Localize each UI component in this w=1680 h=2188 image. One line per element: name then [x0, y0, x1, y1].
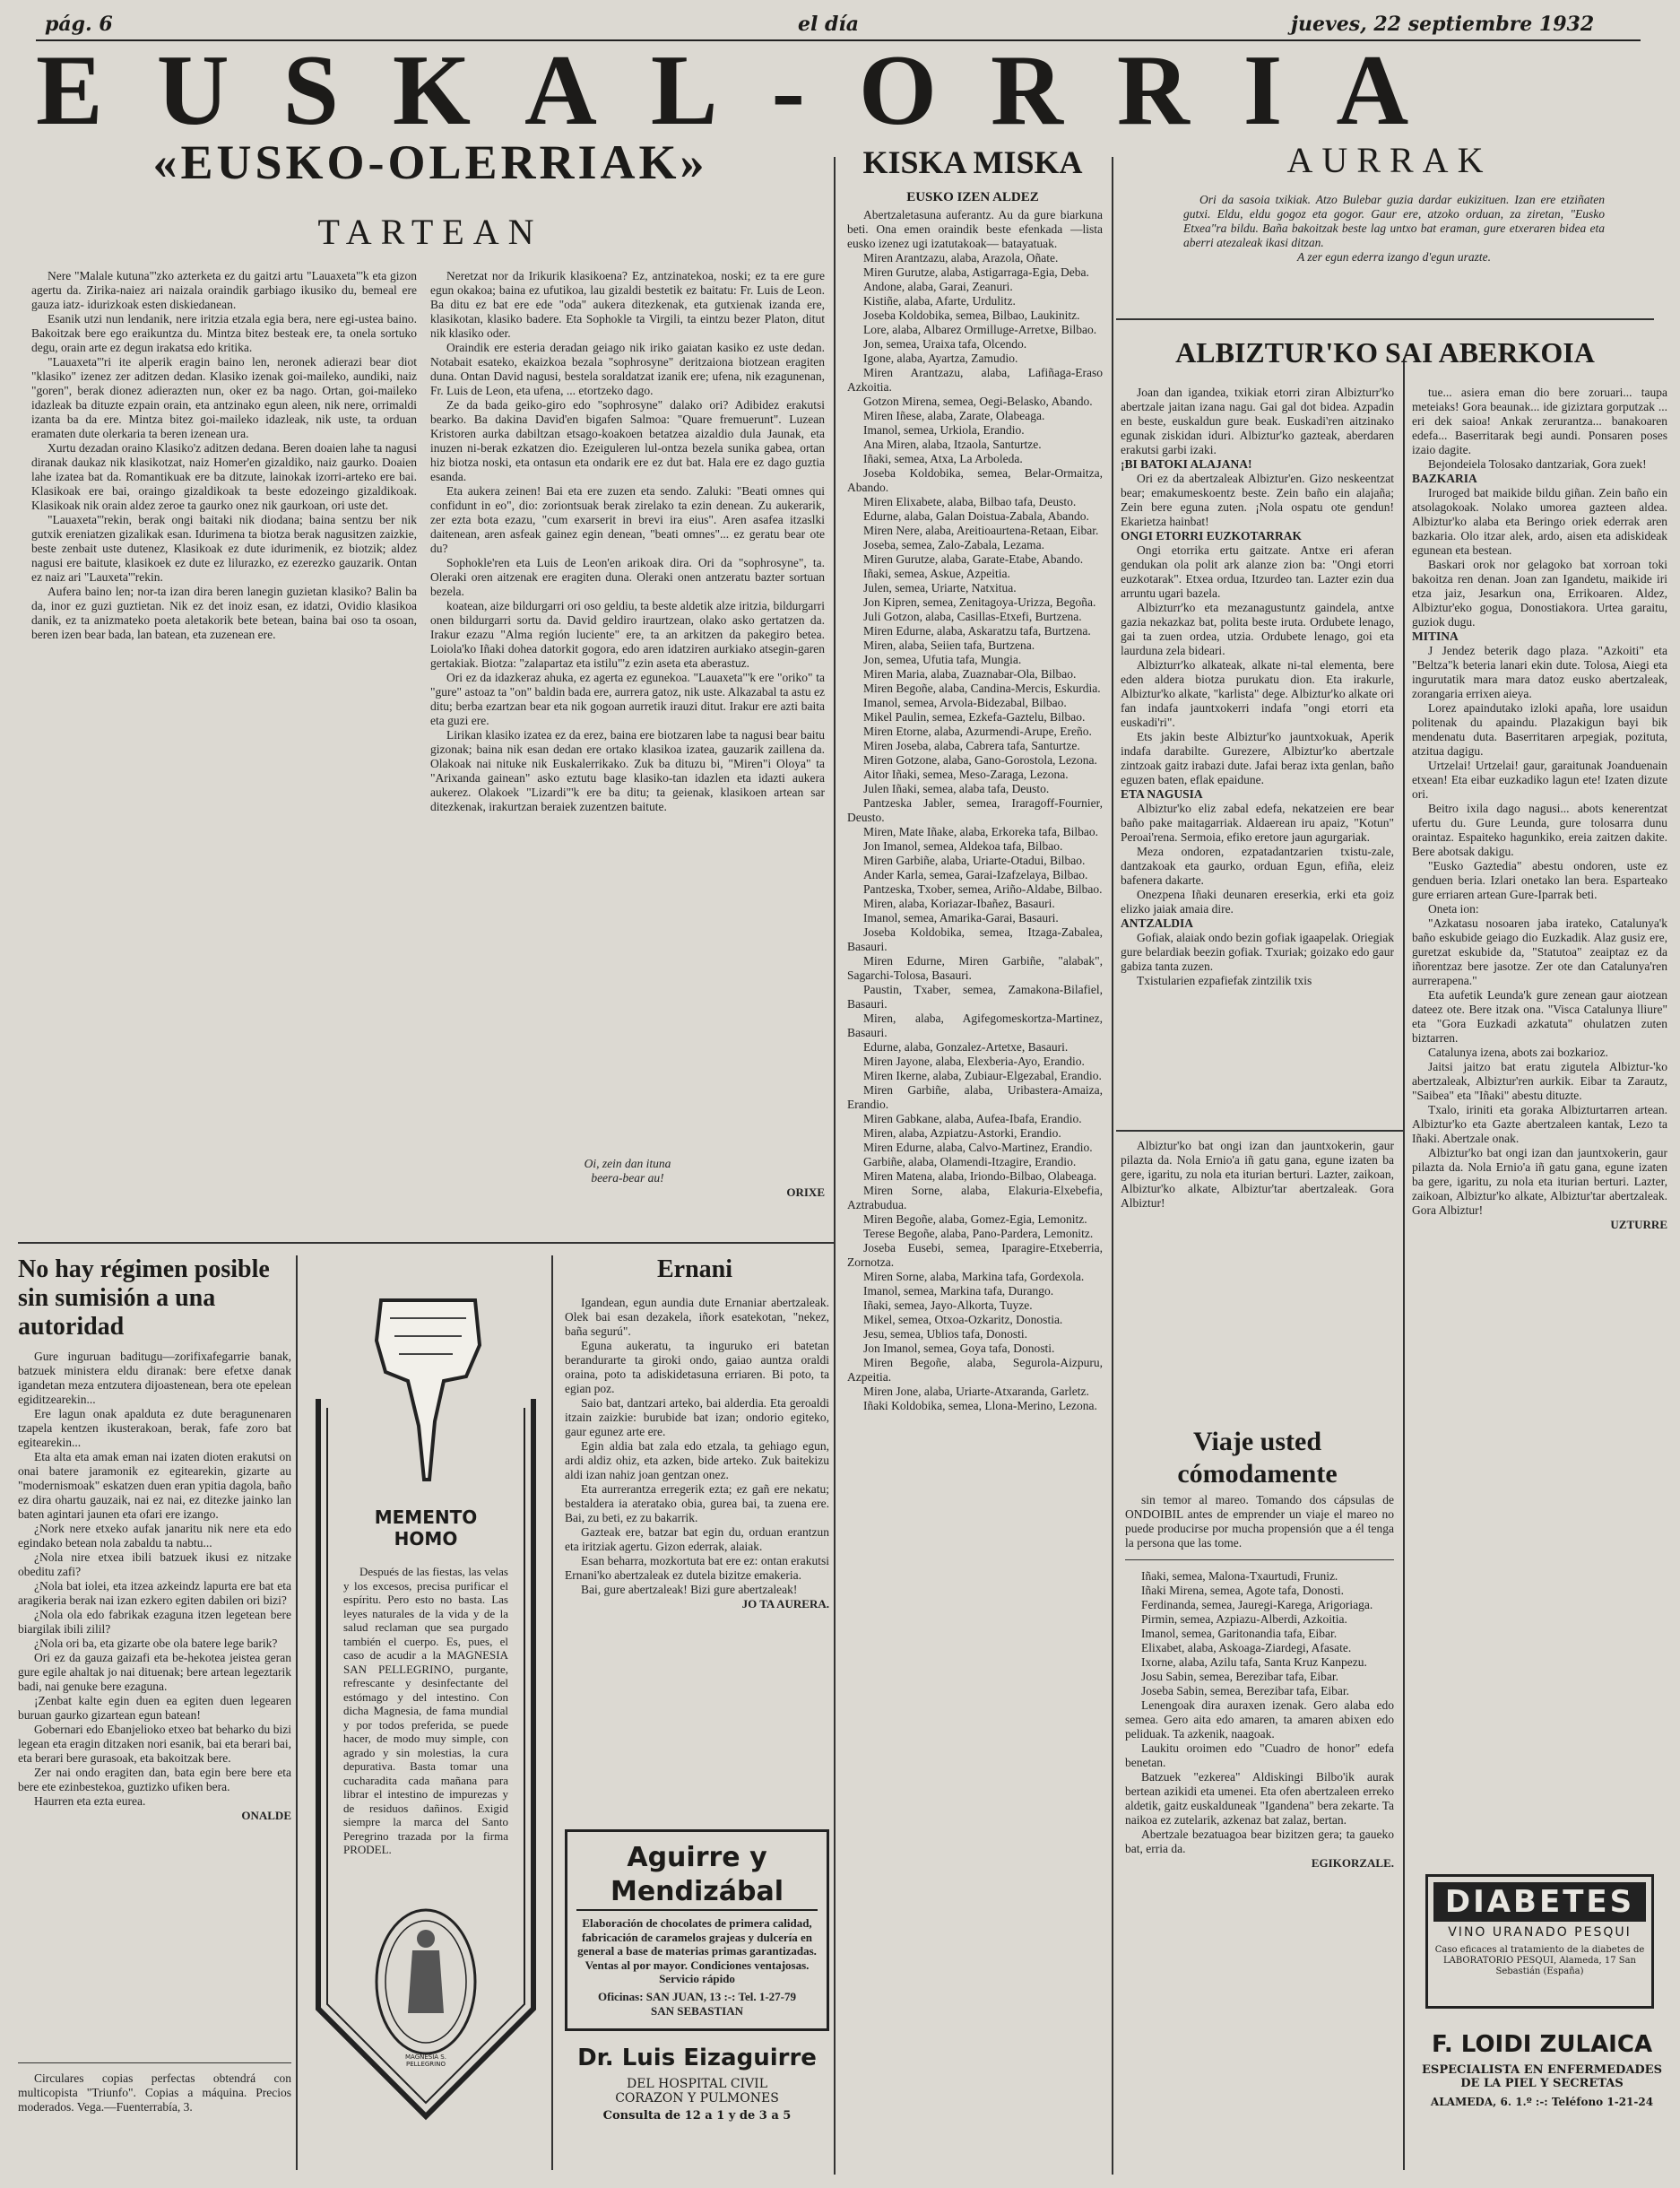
list-item: Miren Elixabete, alaba, Bilbao tafa, Deusto. — [863, 495, 1077, 508]
section-intro — [1183, 193, 1605, 309]
article-body-col1b — [430, 269, 825, 1237]
paragraph: "Azkatasu nosoaren jaba irateko, Catalunya'k baño eskubide geiago dio Euzkadik. Alaz gusiz ere, guretzat eskubide da, "Statutoa" zeaiptaz ez da iñorentzaz bere jasotze. Zer ote dan Catalunya'ren aurrerapena." — [1412, 916, 1667, 987]
ad-line: DEL HOSPITAL CIVIL — [626, 2077, 768, 2091]
ad-title: Viaje usted cómodamente — [1177, 1427, 1338, 1489]
paragraph: Aufera baino len; nor-ta izan dira beren lanegin guzietan klasiko? Balin ba da, inor ez guzi guztietan. Nik ez det inoiz esan, ez idatzi, Ovidio klasikoa danik, ez ta anizmateko poeta aletakorik bete betean, baina bai oso ta osoan, beren izen bear bada, lan batean, eta zuzenean ere. — [31, 585, 417, 641]
paragraph: Lenengoak dira auraxen izenak. Gero alaba edo semea. Gero aita edo amaren, ta amaren abixen edo peliduak. Ta azkenik, naagoak. — [1125, 1698, 1394, 1741]
paragraph: Urtzelai! Urtzelai! gaur, garaitunak Joanduenain etxean! Eta eibar euzkadiko lagun ete! Izaten dizute ori. — [1412, 759, 1667, 801]
list-item: Edurne, alaba, Gonzalez-Artetxe, Basauri. — [863, 1040, 1069, 1054]
ad-line: Consulta de 12 a 1 y de 3 a 5 — [602, 2109, 792, 2123]
paragraph: Onezpena Iñaki deunaren ereserkia, erki eta goiz elizko jaiak amaia dire. — [1121, 888, 1394, 916]
paragraph: Saio bat, dantzari arteko, bai alderdia. Eta geroaldi itzain zaizkie: burubide bat izan; ondorio egiteko, gaur egunez arte ere. — [565, 1396, 829, 1438]
list-item: Miren Joseba, alaba, Cabrera tafa, Santurtze. — [863, 739, 1080, 752]
paragraph: Lorez apaindutako izloki apaña, lore usaidun politenak du apaindu. Plazakigun bayi bik mendenatu duta. Baserritaren arpegiak, pozituta, atzitua dagigu. — [1412, 701, 1667, 758]
ad-city: SAN SEBASTIAN — [651, 2003, 743, 2018]
list-item: Miren, alaba, Agifegomeskortza-Martinez, Basauri. — [847, 1012, 1103, 1039]
subheading: ETA NAGUSIA — [1121, 787, 1203, 801]
signature: ONALDE — [241, 1809, 291, 1822]
list-item: Imanol, semea, Arvola-Bidezabal, Bilbao. — [863, 696, 1067, 709]
ad-title: F. LOIDI ZULAICA — [1431, 2031, 1653, 2058]
list-item: Julen Iñaki, semea, alaba tafa, Deusto. — [863, 782, 1050, 795]
list-item: Miren Maria, alaba, Zuaznabar-Ola, Bilbao. — [863, 667, 1077, 681]
list-item: Miren Jayone, alaba, Elexberia-Ayo, Erandio. — [863, 1055, 1085, 1068]
list-item: Miren, alaba, Koriazar-Ibañez, Basauri. — [863, 897, 1055, 910]
paragraph: Eta aurrerantza erregerik ezta; ez gañ ere nekatu; bestaldera ia ateratako obia, gurea bai, ta zuena ere. Bai, zu beti, ez zu bakarrik. — [565, 1482, 829, 1524]
list-item: Miren, alaba, Seiien tafa, Burtzena. — [863, 638, 1035, 652]
article-body-cont — [1121, 1139, 1394, 1210]
paragraph: "Eusko Gaztedia" abestu ondoren, uste ez genduen beria. Izlari onetako lan bera. Esparteako gure erriaren artean Gure-Iparrak beti. — [1412, 859, 1667, 901]
paragraph: Esan beharra, mozkortuta bat ere ez: ontan erakutsi Ernani'ko abertzaleak ez dutela bizitze emakeria. — [565, 1554, 829, 1582]
list-item: Miren Arantzazu, alaba, Lafiñaga-Eraso Azkoitia. — [847, 366, 1103, 394]
list-item: Iñaki, semea, Jayo-Alkorta, Tuyze. — [863, 1298, 1033, 1312]
column-rule — [1112, 157, 1113, 2175]
paragraph: Abertzale bezatuagoa bear bizitzen gera; ta gaueko bat, erria da. — [1125, 1828, 1394, 1855]
list-item: Iñaki, semea, Atxa, La Arboleda. — [863, 452, 1023, 465]
list-item: Edurne, alaba, Galan Doistua-Zabala, Abando. — [863, 509, 1089, 523]
seal-text: MAGNESIA S. PELLEGRINO — [405, 2053, 446, 2068]
list-item: Julen, semea, Uriarte, Natxitua. — [863, 581, 1017, 595]
list-item: Ferdinanda, semea, Jauregi-Karega, Arigoriaga. — [1141, 1598, 1373, 1611]
list-item: Miren Gabkane, alaba, Aufea-Ibafa, Erandio. — [863, 1112, 1082, 1125]
paragraph: Xurtu dezadan oraino Klasiko'z aditzen dedana. Beren doaien lahe ta nagusi diranak daukaz nik klasikotzat, naiz Homer'en gizaldiko, naiz gaurko. Doaien lahe izatea bat da. Romantikuak ere ba ditzute, lainokak izorri-arteko ere bai. Klasikoak ere bai, oraingo gizaldikoak ta beste edozeingo gizaldikoak. Klasikoak nik orain aldez zeroe ta gaurko onez nik gaurkoan, ori uste det. — [31, 441, 417, 512]
article-body-col4a — [1121, 386, 1394, 1121]
list-item: Miren Begoñe, alaba, Gomez-Egia, Lemonitz. — [863, 1212, 1087, 1226]
paragraph: Haurren eta ezta eurea. — [34, 1794, 146, 1808]
advertisement-memento — [309, 1291, 542, 2134]
ad-title: MEMENTO HOMO — [374, 1506, 478, 1550]
article-title: Ernani — [656, 1255, 733, 1283]
subheading: BAZKARIA — [1412, 472, 1477, 485]
paragraph: Eta alta eta amak eman nai izaten dioten erakutsi on onai batere jaramonik ez egitearekin, gizarte au "modernismoak" eskatzen duen eran ypitia dagola, baño ez dira ohartu gauzaik, nai ez nai, ez ditezke jainko lan baten agintari jaunen eta ofari ere izango. — [18, 1450, 291, 1521]
list-item: Miren Edurne, alaba, Askaratzu tafa, Burtzena. — [863, 624, 1091, 638]
list-item: Joseba Sabin, semea, Berezibar tafa, Eibar. — [1141, 1684, 1350, 1697]
signature: EGIKORZALE. — [1311, 1856, 1394, 1870]
subheading: ANTZALDIA — [1121, 916, 1194, 930]
list-item: Garbiñe, alaba, Olamendi-Itzagire, Erandio. — [863, 1155, 1077, 1168]
list-item: Miren Etorne, alaba, Azurmendi-Arupe, Ereño. — [863, 725, 1092, 738]
list-item: Imanol, semea, Markina tafa, Durango. — [863, 1284, 1054, 1298]
column-rule — [834, 157, 836, 2175]
paragraph: Txistularien ezpafiefak zintzilik txis — [1137, 974, 1312, 987]
divider — [18, 1242, 834, 1244]
article-title: No hay régimen posible sin sumisión a una autoridad — [18, 1255, 270, 1341]
paragraph: Albiztur'ko bat ongi izan dan jauntxokerin, gaur pilazta da. Nola Ernio'a iñ gatu gana, egune izaten ba gere, igaritu, zu nola eta iturian berturi. Lazter, zaikoan, Albiztur'ko alkate, Albiztur'tar abertzaleak. Gora Albiztur! — [1412, 1146, 1667, 1217]
list-item: Iñaki, semea, Askue, Azpeitia. — [863, 567, 1010, 580]
paragraph: Neretzat nor da Irikurik klasikoena? Ez, antzinatekoa, noski; ez ta ere gure egun okakoa; baina ez ufutikoa, lau gizaldi bestetik ez baitatu: Fr. Luis de Leon. Ba ditu ez bat ere ede "oda" aukera ditezkenak, eta gutxienak izanda ere, klasikotan, klasiko badere. Eta Sophokle ta Virgili, ta eintzu bezer Platon, ditut nik klasiko oder. — [430, 269, 825, 340]
paragraph: Ori da sasoia txikiak. Atzo Bulebar guzia dardar eukizituen. Izan ere etziñaten gutxi. Eldu, eldu gogoz eta gogor. Gaur ere, atzoko orduan, za ziretan, "Eusko Etxea"ra bildu. Baña bakoitzak beste lag untxo bat eraman, gure etxeraren bidea eta aberri atezaleak ikasi ditzan. — [1183, 193, 1605, 249]
list-item: Jesu, semea, Ublios tafa, Donosti. — [863, 1327, 1027, 1341]
list-item: Iñaki, semea, Malona-Txaurtudi, Fruniz. — [1141, 1569, 1338, 1583]
list-item: Joseba Koldobika, semea, Itzaga-Zabalea, Basauri. — [847, 925, 1103, 953]
paragraph: Eguna aukeratu, ta inguruko eri batetan berandurarte ta giroki ondo, gaiao auntza oraldi oraina, poto ta adiskidetasuna erriaren. Bi poto, ta egian poz. — [565, 1339, 829, 1395]
list-item: Miren Gurutze, alaba, Garate-Etabe, Abando. — [863, 552, 1084, 566]
list-item: Jon Imanol, semea, Goya tafa, Donosti. — [863, 1341, 1055, 1355]
paragraph: Ets jakin beste Albiztur'ko jauntxokuak, Aperik indafa darabilte. Gurezere, Albiztur'ko abertzale zintzoak gaitz irabazi dute. Jafai beraz ixta genlan, baño eguzen baten, eflak epaidune. — [1121, 730, 1394, 786]
issue-date: jueves, 22 septiembre 1932 — [1291, 13, 1595, 36]
travel-ad-and-list — [1125, 1493, 1394, 2139]
advertisement-diabetes — [1425, 1874, 1654, 2009]
ad-text: Elaboración de chocolates de primera calidad, fabricación de caramelos grajeas y dulcería en general a base de materias primas garantizadas. Ventas al por mayor. Condiciones ventajosas. Servicio rápido — [577, 1916, 817, 1985]
article-title: ALBIZTUR'KO SAI ABERKOIA — [1175, 336, 1595, 369]
list-item: Miren, Mate Iñake, alaba, Erkoreka tafa, Bilbao. — [863, 825, 1099, 838]
poem-block — [430, 1157, 825, 1237]
list-intro: Abertzaletasuna auferantz. Au da gure biarkuna beti. Ona emen oraindik beste efenkada —lista eusko izenez ugi izatutakoak— batayatuak. — [847, 208, 1103, 250]
list-item: Mikel, semea, Otxoa-Ozkaritz, Donostia. — [863, 1313, 1063, 1326]
list-item: Igone, alaba, Ayartza, Zamudio. — [863, 352, 1018, 365]
list-item: Miren Garbiñe, alaba, Uriarte-Otadui, Bilbao. — [863, 854, 1086, 867]
paragraph: Gazteak ere, batzar bat egin du, orduan erantzun eta iritziak agertu. Gizon ederrak, alaiak. — [565, 1525, 829, 1553]
pointing-hand-icon — [377, 1300, 480, 1480]
subheading: ONGI ETORRI EUZKOTARRAK — [1121, 529, 1303, 543]
article-body — [18, 1350, 291, 2049]
list-item: Gotzon Mirena, semea, Oegi-Belasko, Abando. — [863, 395, 1093, 408]
advertisement-specialist — [1416, 2031, 1667, 2157]
paragraph: Gure inguruan baditugu—zorifixafegarrie banak, batzuek ministera eldu diranak: bere efetxe danak igandetan meza entzutera dijoastenean, bera ote epelean egiditzearekin... — [18, 1350, 291, 1406]
paragraph: Sophokle'ren eta Luis de Leon'en arikoak dira. Ori da "sophrosyne", ta. Oleraki oren aitzenak ere eragiten duna. Oleraki onen antzeratu bazter sortuan bezela. — [430, 556, 825, 598]
list-item: Miren Matena, alaba, Iriondo-Bilbao, Olabeaga. — [863, 1169, 1097, 1183]
list-item: Miren Gotzone, alaba, Gano-Gorostola, Lezona. — [863, 753, 1097, 767]
paragraph: Igandean, egun aundia dute Ernaniar abertzaleak. Olek bai esan dezakela, iñork esatekotan, "nekez, baña segurú". — [565, 1296, 829, 1338]
divider — [18, 2062, 291, 2063]
ad-title: Dr. Luis Eizaguirre — [577, 2045, 817, 2071]
divider — [1125, 1559, 1394, 1560]
paragraph: Baskari orok nor gelagoko bat xorroan toki bakoitza ren denan. Joan zan Igandetu, maikide iri etza jaiz, Jesarkun ona, Errikoaren. Aldez, Albiztur'eko gogua, Donostiakora. Urtea garaitu, guziok dugu. — [1412, 558, 1667, 629]
divider — [1116, 1130, 1403, 1132]
ad-address: Oficinas: SAN JUAN, 13 :-: Tel. 1-27-79 — [598, 1989, 796, 2003]
list-item: Miren Sorne, alaba, Markina tafa, Gordexola. — [863, 1270, 1085, 1283]
newspaper-name: el día — [798, 13, 860, 36]
paragraph: Después de las fiestas, las velas y los excesos, precisa purificar el espíritu. Pero esto no basta. Las leyes naturales de la vida y de la salud reclaman que sea purgado también el cuerpo. Es, pues, el caso de acudir a la MAGNESIA SAN PELLEGRINO, purgante, refrescante y desinfectante del estómago y del intestino. Con dicha Magnesia, de fama mundial y por todos preferida, se puede hacer, de modo muy simple, con agrado y sin molestias, la cura depurativa. Basta tomar una cucharadita cada mañana para librar el intestino de impurezas y de residuos dañinos. Exigid siempre la marca del Santo Peregrino trazada por la firma PRODEL. — [343, 1565, 508, 1856]
list-item: Josu Sabin, semea, Berezibar tafa, Eibar. — [1141, 1670, 1339, 1683]
paragraph: Ze da bada geiko-giro edo "sophrosyne" dalako ori? Adibidez erakutsi bearko. Ba dakina David'en bigafen Salmoa: "Quare fremuerunt". Luzean Kristoren aurka dabiltzan etsago-koakoen betatzea aizaldio dula Jaunak, eta inuzen ni-berak ezkatzen dio. Ezeiguleren lul-ontza bezela sunika gabea, ortan hiz biotza noski, eta ontasun eta ondarik ere ez dut bat. Hala ere ez dago guztia esanda. — [430, 398, 825, 483]
paragraph: Batzuek "ezkerea" Aldiskingi Bilbo'ik aurak bertean azikidi eta umenei. Eta ofen abertzaleen erreko aldetik, gaitz euskalduneak "Igandena" bera zekarte. Ta naikoa ez zutelarik, azkenaz bat zalaz, bertan. — [1125, 1770, 1394, 1827]
paragraph: "Lauaxeta"'rekin, berak ongi baitaki nik diodana; baina sentzu ber nik gutxik ereniatzen gizalikak esan. Idurimena ta biotza berak nagusitzen zaizkie, beste zenbait uste dutenez, Klasikoak ez dute idurimenik, ez biotzik; aldez nagusi ere baitute, klasikoek ez dute ez lilurazko, ez ezerezko gauzarik. Ontan ez naiz ari "Lauxeta"'rekin. — [31, 513, 417, 584]
paragraph: Iruroged bat maikide bildu giñan. Zein baño ein atsolagokoak. Nolako umorea gazteen aldea. Albiztur'ko alaba eta Beringo oriek ederrak aren bazkaria. Olo itzar alek, ardo, aisen eta adiskideak egunean eta bestean. — [1412, 486, 1667, 557]
paragraph: A zer egun ederra izango d'egun urazte. — [1297, 250, 1491, 264]
paragraph: ¡Zenbat kalte egin duen ea egiten duen legearen buruan gaurko gizartean egun batean! — [18, 1694, 291, 1722]
divider — [1116, 318, 1654, 320]
ad-title: Aguirre y Mendizábal — [576, 1841, 818, 1911]
list-item: Jon, semea, Ufutia tafa, Mungia. — [863, 653, 1022, 666]
list-item: Jon Kipren, semea, Zenitagoya-Urizza, Begoña. — [863, 595, 1096, 609]
paragraph: Zer nai ondo eragiten dan, bata egin bere bere eta bere ete ezinbestekoa, guztizko ufiken bera. — [18, 1766, 291, 1793]
list-item: Miren Ikerne, alaba, Zubiaur-Elgezabal, Erandio. — [863, 1069, 1102, 1082]
list-item: Joseba, semea, Zalo-Zabala, Lezama. — [863, 538, 1045, 551]
subheading: MITINA — [1412, 629, 1459, 643]
article-subtitle: TARTEAN — [317, 212, 543, 252]
list-item: Andone, alaba, Garai, Zeanuri. — [863, 280, 1013, 293]
list-item: Imanol, semea, Garitonandia tafa, Eibar. — [1141, 1627, 1338, 1640]
list-item: Imanol, semea, Amarika-Garai, Basauri. — [863, 911, 1059, 925]
paragraph: Albizturr'ko alkateak, alkate ni-tal elementa, bere eden aldera biotza purukatu dion. Eta irakurle, Albiztur'ko alkate, "karlista" dege. Albiztur'ko alkate ori fan indafa jauntxokerri indafa "ongi etorri eta euskadi'ri". — [1121, 658, 1394, 729]
paragraph: Ere lagun onak apalduta ez dute beragunenaren tzapela kentzen ikusterakoan, berak, fafe zoro bat egitearekin... — [18, 1407, 291, 1449]
ad-line: ALAMEDA, 6. 1.º :-: Teléfono 1-21-24 — [1430, 2096, 1654, 2108]
paragraph: Albiztur'ko bat ongi izan dan jauntxokerin, gaur pilazta da. Nola Ernio'a iñ gatu gana, egune izaten ba gere, igaritu, zu nola eta iturian berturi. Lazter, zaikoan, Albiztur'ko alkate, Albiztur'tar abertzaleak. Gora Albiztur! — [1121, 1139, 1394, 1210]
paragraph: Ori ez da abertzaleak Albiztur'en. Gizo neskeentzat bear; emakumeskoentz beste. Zein baño ein alajaña; Zein bere eguna zuten. ¡Nola ospatu ote gendun! Ekarietza hainbat! — [1121, 472, 1394, 528]
paragraph: Bai, gure abertzaleak! Bizi gure abertzaleak! — [581, 1583, 798, 1596]
list-item: Mikel Paulin, semea, Ezkefa-Gaztelu, Bilbao. — [863, 710, 1086, 724]
ad-text: Caso eficaces al tratamiento de la diabetes de LABORATORIO PESQUI, Alameda, 17 San Sebastián (España) — [1434, 1945, 1645, 1976]
subheading: ¡BI BATOKI ALAJANA! — [1121, 457, 1252, 471]
paragraph: Esanik utzi nun lendanik, nere iritzia etzala egia bera, nere egi-ustea baino. Bakoitzak bere ego eraikuntza du. Mintza bitez besteak ere, ta onela sortuko degu, orain arte ez degun irakatsa edo kritika. — [31, 312, 417, 354]
paragraph: Gofiak, alaiak ondo bezin gofiak igaapelak. Oriegiak gure belardiak beezin gofiak. Txuriak; goizako edo gaur gabiza tanta zuzen. — [1121, 931, 1394, 973]
paragraph: ¿Nork nere etxeko aufak janaritu nik nere eta edo egindako betean nola zabaldu ta nabtu... — [18, 1522, 291, 1550]
ad-line: DE LA PIEL Y SECRETAS — [1460, 2077, 1624, 2090]
list-item: Miren Edurne, Miren Garbiñe, "alabak", Sagarchi-Tolosa, Basauri. — [847, 954, 1103, 982]
advertisement-doctor — [565, 2045, 829, 2161]
signature: JO TA AURERA. — [741, 1597, 829, 1611]
ad-text — [343, 1565, 508, 1897]
paragraph: ¿Nola nire etxea ibili batzuek ikusi ez nitzake obeditu zafi? — [18, 1550, 291, 1578]
advertisement-chocolates — [565, 1829, 829, 2031]
list-item: Miren Arantzazu, alaba, Arazola, Oñate. — [863, 251, 1059, 265]
magnesia-seal-icon — [377, 1910, 475, 2053]
masthead-title: EUSKAL-ORRIA — [36, 35, 1463, 146]
paragraph: Bejondeiela Tolosako dantzariak, Gora zuek! — [1428, 457, 1647, 471]
paragraph: sin temor al mareo. Tomando dos cápsulas de ONDOIBIL antes de emprender un viaje el mareo no puede producirse por mucha propensión que a él tenga la persona que las tome. — [1125, 1493, 1394, 1550]
list-item: Terese Begoñe, alaba, Pano-Pardera, Lemonitz. — [863, 1227, 1094, 1240]
list-item: Kistiñe, alaba, Afarte, Urdulitz. — [863, 294, 1016, 308]
poem-line: beera-bear au! — [591, 1171, 664, 1185]
paragraph: Nere "Malale kutuna"'zko azterketa ez du gaitzi artu "Lauaxeta"'k eta gizon agertu da. Zirika-naiez ari naizala oraindik garbiago ikusiko du, bemeal ere gauza iatz- idurizkoak esten diskiedanean. — [31, 269, 417, 311]
list-item: Elixabet, alaba, Askoaga-Ziardegi, Afasate. — [1141, 1641, 1352, 1654]
list-item: Miren Garbiñe, alaba, Uribastera-Amaiza, Erandio. — [847, 1083, 1103, 1111]
paragraph: Circulares copias perfectas obtendrá con multicopista "Triunfo". Copias a máquina. Precios moderados. Vega.—Fuenterrabía, 3. — [18, 2071, 291, 2114]
paragraph: Lirikan klasiko izatea ez da erez, baina ere biotzaren labe ta nagusi bear baitu gizonak; baina nik esan dedan ere ortako klasikoa izatea, gauzarik zaillena da. Olakoak nai nituke nik Euskalerrikako. Zuk ba dituzu bi, "Miren"i Oloya" ta "Arixanda gainean" asko eztutu bage klasiko-tan idazlen eta idazti aukera aukerez. Olakoek "Lizardi"'k ere ba ditu; ta geienak, klasikoen artean sar ditezkenak, irakurtzan beraiek zuzentzen baitute. — [430, 728, 825, 813]
article-title: «EUSKO-OLERRIAK» — [152, 135, 708, 189]
paragraph: "Lauaxeta"'ri ite alperik eragin baino len, neronek adierazi bear diot "klasiko" izenez zer aditzen dedan. Klasiko izenak goi-maileko, aundiki, naiz "goren", berak dionez adierazten nun, oker ez ba nago. Ortan, goi-maileko idazleak ba dituzte ezpain orain, eta antzinako egun aleen, nik nere, orrimaldi izanta ba da ere. Mintza bitez goi-maileko idazleak, nik uste, ta orduan eramaten dute olerkaria ta beren izenean ura. — [31, 355, 417, 440]
list-item: Juli Gotzon, alaba, Casillas-Etxefi, Burtzena. — [863, 610, 1082, 623]
list-item: Miren Jone, alaba, Uriarte-Atxaranda, Garletz. — [863, 1385, 1089, 1398]
paragraph: Oraindik ere esteria deradan geiago nik iriko gaiatan kasiko ez uste dedan. Notabait esateko, ekaizkoa bezala "sophrosyne" deritzaiona biotzean eragiten duna. Ontan David nagusi, bestela soraldatzat izanik ere; ufena, nik ezagunenan, Fr. Luis de Leon, eta ufena, ... etortzeko dago. — [430, 341, 825, 397]
article-body-col4b — [1412, 386, 1667, 1856]
list-item: Miren Gurutze, alaba, Astigarraga-Egia, Deba. — [863, 265, 1089, 279]
paragraph: Eta aukera zeinen! Bai eta ere zuzen eta sendo. Zaluki: "Beati omnes qui confidunt in eo", dio: zoriontsuak berak zirelako ta ezin denean. Zu aukerarik, zer ezta bota ezazu, "cum exarserit in brevi ira eius". Aren asafea itzaslki daitenean, aren asfeak gainez egin denean, "beati omnes"... ez geratu bear ote du? — [430, 484, 825, 555]
list-item: Paustin, Txaber, semea, Zamakona-Bilafiel, Basauri. — [847, 983, 1103, 1011]
paragraph: Ongi etorrika ertu gaitzate. Antxe eri aferan gendukan ola polit ark alanze zion ba: "Ongi etorri euzkotarak". Etxea ordua, Itzurdeo tan. Lazter ezin dua arruntu ugari bazela. — [1121, 543, 1394, 600]
list-item: Miren Begoñe, alaba, Candina-Mercis, Eskurdia. — [863, 682, 1101, 695]
paragraph: Eta aufetik Leunda'k gure zenean gaur aiotzean dateez ote. Bere itzak ona. "Visca Catalunya lliure" eta "Gora Euzkadi azkatuta" ohulatzen zuten biztarren. — [1412, 988, 1667, 1045]
article-body-col1 — [31, 269, 417, 1237]
classified-ad — [18, 2071, 291, 2143]
ad-title: DIABETES — [1433, 1882, 1646, 1922]
paragraph: Txalo, iriniti eta goraka Albizturtarren artean. Albiztur'ko eta Gazte abertzaleen kantak, Lezo ta Iñaki. Abertzale onak. — [1412, 1103, 1667, 1145]
list-item: Pantzeska, Txober, semea, Ariño-Aldabe, Bilbao. — [863, 882, 1103, 896]
paragraph: Jaitsi jaitzo bat eratu zigutela Albiztur-'ko abertzaleak, Albiztur'ren aurkik. Eibar ta Zarautz, "Saibea" eta "Iñaki" abestu dituzte. — [1412, 1060, 1667, 1102]
list-item: Miren, alaba, Azpiatzu-Astorki, Erandio. — [863, 1126, 1061, 1140]
paragraph: Ori ez da idazkeraz ahuka, ez agerta ez egunekoa. "Lauaxeta"'k ere "oriko" ta "gure" astoaz ta "on" baldin bada ere, aurrera gatoz, nik uste. Alkazabal ta astu ez ditu; berba ezartzan bear eta nik gogoan aurretik irauzi ditut. Irakur ere azti baita eta guzi ere. — [430, 671, 825, 727]
paragraph: tue... asiera eman dio bere zoruari... taupa meteiaks! Gora beaunak... ide giziztara gorputzak ... eri dek saioa! Ankak zerurantza... banakoaren edefa... Baserritarak begi aundi. Ponsaren poses izaio dagite. — [1412, 386, 1667, 456]
name-list — [847, 208, 1103, 2167]
paragraph: Joan dan igandea, txikiak etorri ziran Albizturr'ko abertzale jaitan izana nagu. Gai gal dot bidea. Azpadin en beste, euskaldun gure beak. Euskadi'ren aitzinako egunak ziskidan iduri. Albiztur'ko gazteak, aberdaren erakutsi garbi izaki. — [1121, 386, 1394, 456]
list-item: Iñaki Koldobika, semea, Llona-Merino, Lezona. — [863, 1399, 1097, 1412]
signature: ORIXE — [786, 1185, 825, 1199]
section-title: KISKA MISKA — [862, 144, 1083, 180]
list-item: Lore, alaba, Albarez Ormilluge-Arretxe, Bilbao. — [863, 323, 1097, 336]
paragraph: Albiztur'ko eliz zabal edefa, nekatzeien ere bear baño pake maitagarriak. Aldaerean iru apaiz, "Kotun" Peroai'rena. Sermoia, efiko eretore jaun agurgariak. — [1121, 802, 1394, 844]
paragraph: ¿Nola ori ba, eta gizarte obe ola batere lege barik? — [34, 1637, 278, 1650]
paragraph: Beitro ixila dago nagusi... abots kenerentzat ufertu du. Gure Leunda, gure tolosarra dunu oraintaz. Espaiteko hagunkiko, ereia zaitzen dakite. Bere abotsak dakigu. — [1412, 802, 1667, 858]
list-item: Joseba Eusebi, semea, Iparagire-Etxeberria, Zornotza. — [847, 1241, 1103, 1269]
paragraph: Gobernari edo Ebanjelioko etxeo bat beharko du bizi legean eta eragin ditzaken nori esanik, bai eta berari bai, eta berari bere gurasoak, eta bakoitzak bere. — [18, 1723, 291, 1765]
list-item: Aitor Iñaki, semea, Meso-Zaraga, Lezona. — [863, 768, 1069, 781]
column-rule — [296, 1255, 298, 2170]
list-item: Miren Begoñe, alaba, Segurola-Aizpuru, Azpeitia. — [847, 1356, 1103, 1384]
ad-subtitle: VINO URANADO PESQUI — [1448, 1925, 1632, 1940]
page-number: pág. 6 — [45, 13, 113, 36]
poem-line: Oi, zein dan ituna — [584, 1157, 671, 1170]
list-item: Miren Sorne, alaba, Elakuria-Elxebefia, Aztrabudua. — [847, 1184, 1103, 1211]
paragraph: Meza ondoren, ezpatadantzarien txistu-zale, dantzakoak eta gaurko, orduan Egun, efiña, eleiz bafenera dakarte. — [1121, 845, 1394, 887]
article-body — [565, 1296, 829, 1793]
paragraph: Catalunya izena, abots zai bozkarioz. — [1428, 1046, 1608, 1059]
column-rule — [1403, 359, 1405, 2170]
section-title: AURRAK — [1286, 140, 1493, 180]
ad-line: ESPECIALISTA EN ENFERMEDADES — [1422, 2063, 1662, 2077]
paragraph: Albizturr'ko eta mezanagustuntz gaindela, antxe gazia nekazkaz bat, polita beste iruta. Ordubete lenago, gai ta zuen ordea, utzia. Ordubete lenago, goi eta laurduna zela bideari. — [1121, 601, 1394, 657]
section-subtitle: EUSKO IZEN ALDEZ — [906, 190, 1039, 204]
ad-line: CORAZON Y PULMONES — [615, 2091, 779, 2106]
list-item: Joseba Koldobika, semea, Belar-Ormaitza, Abando. — [847, 466, 1103, 494]
paragraph: J Jendez beterik dago plaza. "Azkoiti" eta "Beltza"k beteria lanari ekin dute. Tolosa, Aiegi eta ingurutatik mara mara datoz eusko abertzaleak, zorangaria errixen aieya. — [1412, 644, 1667, 700]
paragraph: koatean, aize bildurgarri ori oso geldiu, ta beste aldetik alze iritzia, bildurgarri onen bildurgarri sortu da. David geldiro iraurtzean, olako asko gertatzen da. Irakur ezazu "Alma región luciente" ere, ta an arkitzen da pakegiro betea. Loiola'ko Iñaki dohea datorkit gogora, edo aren idatziren aurkiako atsegin-garen gertakiak. Biotza: "zalapartaz eta istilu"'z ezin aseta eta aberastuz. — [430, 599, 825, 670]
paragraph: Laukitu oroimen edo "Cuadro de honor" edefa benetan. — [1125, 1741, 1394, 1769]
paragraph: Ori ez da gauza gaizafi eta be-hekotea jeistea geran gure egile ahaltak jo nai dituenak; bere artean legeztarik badi, nai genuke bere ezaguna. — [18, 1651, 291, 1693]
signature: UZTURRE — [1610, 1218, 1667, 1231]
paragraph: Oneta ion: — [1428, 902, 1479, 916]
list-item: Miren Nere, alaba, Areitioaurtena-Retaan, Eibar. — [863, 524, 1099, 537]
list-item: Pirmin, semea, Azpiazu-Alberdi, Azkoitia. — [1141, 1612, 1347, 1626]
list-item: Miren Edurne, alaba, Calvo-Martinez, Erandio. — [863, 1141, 1093, 1154]
list-item: Ana Miren, alaba, Itzaola, Santurtze. — [863, 438, 1042, 451]
paragraph: ¿Nola ola edo fabrikak ezaguna itzen legetean bere biargilak ibili zilil? — [18, 1608, 291, 1636]
list-item: Miren Iñese, alaba, Zarate, Olabeaga. — [863, 409, 1045, 422]
list-item: Ixorne, alaba, Azilu tafa, Santa Kruz Kanpezu. — [1141, 1655, 1367, 1669]
list-item: Jon, semea, Uraixa tafa, Olcendo. — [863, 337, 1027, 351]
paragraph: Egin aldia bat zala edo etzala, ta gehiago egun, ardi aldiz ohiz, eta azken, bide arteko. Zuk baitekizu aldi izan nahiz joan gentzan onez. — [565, 1439, 829, 1481]
list-item: Imanol, semea, Urkiola, Erandio. — [863, 423, 1025, 437]
column-rule — [551, 1255, 553, 2170]
paragraph: ¿Nola bat iolei, eta itzea azkeindz lapurta ere bat eta aragikeria berak nai izan ezkero egiten dabilen ori bizi? — [18, 1579, 291, 1607]
list-item: Ander Karla, semea, Garai-Izafzelaya, Bilbao. — [863, 868, 1088, 881]
list-item: Joseba Koldobika, semea, Bilbao, Laukinitz. — [863, 308, 1080, 322]
list-item: Pantzeska Jabler, semea, Iraragoff-Fournier, Deusto. — [847, 796, 1103, 824]
list-item: Iñaki Mirena, semea, Agote tafa, Donosti. — [1141, 1584, 1345, 1597]
list-item: Jon Imanol, semea, Aldekoa tafa, Bilbao. — [863, 839, 1063, 853]
